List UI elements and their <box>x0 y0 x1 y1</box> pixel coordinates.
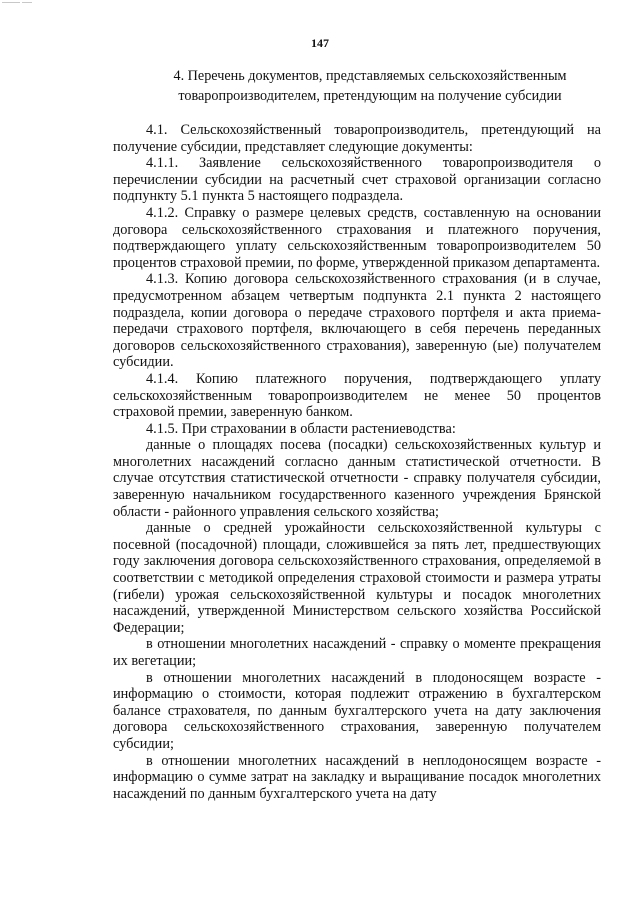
paragraph-fruit-bearing: в отношении многолетних насаждений в плодоносящем возрасте - информацию о стоимости, которая подлежит отражению в бухгалтерском балансе страхователя, по данным бухгалтерского учета на дату заключения договора сельскохозяйственного страхования, заверенную получателем субсидии; <box>113 669 601 752</box>
paragraph-sowing-area-data: данные о площадях посева (посадки) сельскохозяйственных культур и многолетних насаждений согласно данным статистической отчетности. В случае отсутствия статистической отчетности - справку получателя субсидии, заверенную начальником государственного казенного учреждения Брянской области - районного управления сельского хозяйства; <box>113 437 601 520</box>
document-body <box>113 122 601 802</box>
paragraph-4-1-4: 4.1.4. Копию платежного поручения, подтверждающего уплату сельскохозяйственным товаропроизводителем не менее 50 процентов страховой премии, заверенную банком. <box>113 370 601 421</box>
paragraph-4-1-3: 4.1.3. Копию договора сельскохозяйственного страхования (и в случае, предусмотренном абзацем четвертым подпункта 2.1 пункта 2 настоящего подраздела, копии договора о передаче страхового портфеля и акта приема-передачи страхового портфеля, включающего в себя перечень переданных договоров сельскохозяйственного страхования), заверенную (ые) получателем субсидии. <box>113 271 601 371</box>
paragraph-4-1-2: 4.1.2. Справку о размере целевых средств, составленную на основании договора сельскохозяйственного страхования и платежного поручения, подтверждающего уплату сельскохозяйственным товаропроизводителем 50 процентов страховой премии, по форме, утвержденной приказом департамента. <box>113 204 601 271</box>
paragraph-4-1-5: 4.1.5. При страховании в области растениеводства: <box>146 420 456 437</box>
paragraph-4-1-1: 4.1.1. Заявление сельскохозяйственного товаропроизводителя о перечислении субсидии на расчетный счет страховой организации согласно подпункту 5.1 пункта 5 настоящего подраздела. <box>113 155 601 205</box>
paragraph-4-1: 4.1. Сельскохозяйственный товаропроизводитель, претендующий на получение субсидии, представляет следующие документы: <box>113 122 601 155</box>
paragraph-average-yield-data: данные о средней урожайности сельскохозяйственной культуры с посевной (посадочной) площади, сложившейся за пять лет, предшествующих году заключения договора сельскохозяйственного страхования, определяемой в соответствии с методикой определения страховой стоимости и размера утраты (гибели) урожая сельскохозяйственной культуры и посадок многолетних насаждений, утвержденной Министерством сельского хозяйства Российской Федерации; <box>113 520 601 636</box>
page-number: 147 <box>311 36 329 50</box>
scan-corner-mark <box>0 0 40 6</box>
paragraph-perennial-vegetation: в отношении многолетних насаждений - справку о моменте прекращения их вегетации; <box>113 636 601 669</box>
section-heading: 4. Перечень документов, представляемых сельскохозяйственным товаропроизводителем, претендующим на получение субсидии <box>173 68 567 104</box>
paragraph-non-fruit-bearing: в отношении многолетних насаждений в неплодоносящем возрасте - информацию о сумме затрат на закладку и выращивание посадок многолетних насаждений по данным бухгалтерского учета на дату <box>113 752 601 802</box>
